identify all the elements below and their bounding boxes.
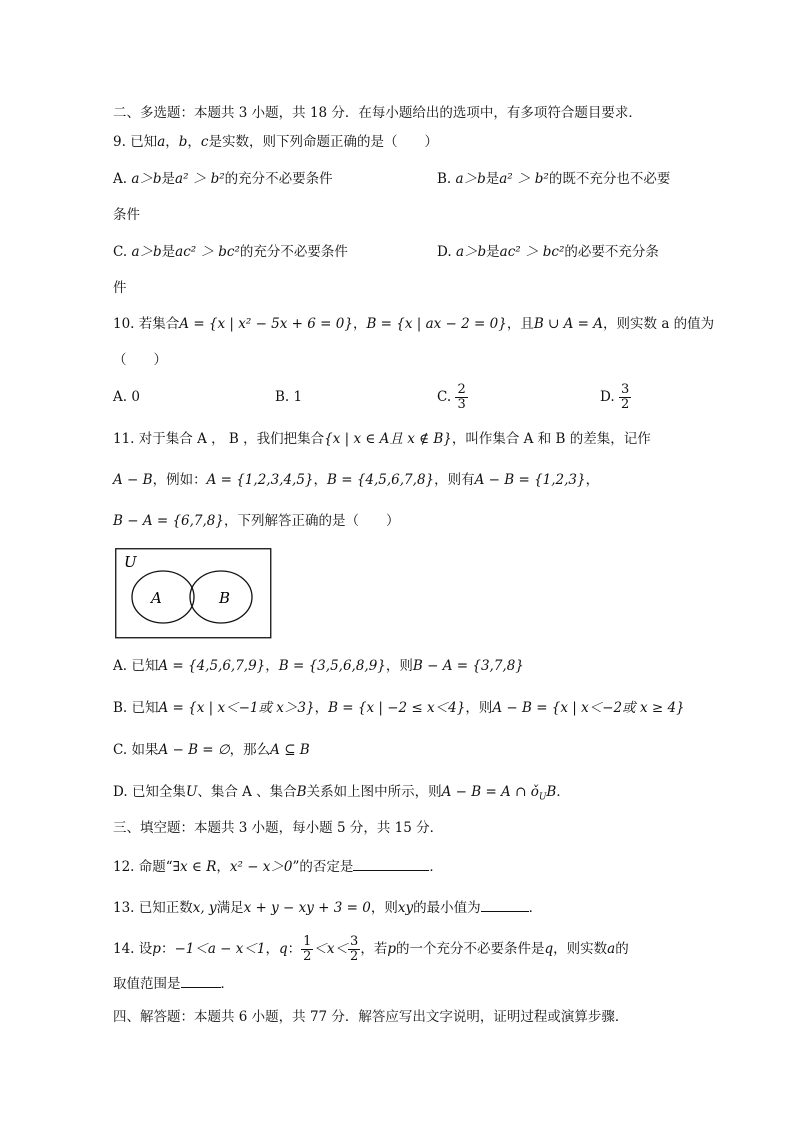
q9-var-b: b xyxy=(178,134,188,150)
q14-end: ． xyxy=(220,976,234,992)
question-12 xyxy=(113,858,443,876)
q11-line2-comma-end: ， xyxy=(585,472,600,488)
q14-number: 14. xyxy=(113,941,135,957)
q14-p: p xyxy=(152,941,161,957)
q9-option-d xyxy=(437,243,659,261)
q11-option-d-tail: 关系如上图中所示，则 xyxy=(306,784,442,800)
q14-q-mid: ＜x＜ xyxy=(313,941,349,957)
q9-option-d-wrap: 件 xyxy=(113,280,127,296)
q11-option-a xyxy=(113,657,524,675)
q11-line2-result: A − B = {1,2,3} xyxy=(474,472,586,488)
q9-option-d-expr: ac² ＞ bc² xyxy=(499,244,565,260)
q14-fraction-2-numerator: 3 xyxy=(350,934,359,949)
q12-expr-1: ∃x ∈ R xyxy=(172,859,217,875)
q11-option-d-text: 已知全集 xyxy=(131,784,186,800)
q9-option-a-expr: a² ＞ b² xyxy=(175,171,225,187)
venn-label-u: U xyxy=(124,553,137,571)
q11-line2-example: ，例如： xyxy=(152,472,207,488)
q9-var-a: a xyxy=(157,134,166,150)
q13-mid: 满足 xyxy=(216,900,244,916)
q11-option-a-set-a: A = {4,5,6,7,9} xyxy=(158,658,266,674)
q11-option-b-set-a: A = {x | x＜−1或 x＞3} xyxy=(158,700,315,716)
q10-paren: （ ） xyxy=(113,352,167,368)
q9-option-a-label: A. xyxy=(113,171,128,187)
q10-option-d-numerator: 3 xyxy=(620,382,630,397)
q11-option-b-then: ，则 xyxy=(465,700,493,716)
q11-line2-comma: ， xyxy=(313,472,328,488)
q9-option-d-label: D. xyxy=(437,244,452,260)
q14-q-2: q xyxy=(544,941,554,957)
question-14-wrap xyxy=(113,975,234,993)
q11-option-c-text: 如果 xyxy=(131,742,159,758)
q10-comma: ， xyxy=(352,316,367,332)
q12-tail: ”的否定是 xyxy=(292,859,354,875)
q9-option-b-condition: a＞b xyxy=(455,171,486,187)
venn-diagram xyxy=(115,548,273,640)
q10-option-c xyxy=(437,378,468,416)
q9-option-b-wrap: 条件 xyxy=(113,207,140,223)
q13-xy: xy xyxy=(397,900,414,916)
q9-option-d-is: 是 xyxy=(486,244,500,260)
q9-sep-1: ， xyxy=(165,134,179,150)
section-4-header: 四、解答题：本题共 6 小题，共 77 分．解答应写出文字说明，证明过程或演算步骤． xyxy=(113,1009,629,1025)
q9-option-c-condition: a＞b xyxy=(131,244,162,260)
q9-option-c-expr: ac² ＞ bc² xyxy=(175,244,240,260)
q11-option-a-set-b: B = {3,5,6,8,9} xyxy=(278,658,386,674)
q10-option-b: B. 1 xyxy=(275,389,303,405)
q10-number: 10. xyxy=(113,316,135,332)
q10-set-b: B = {x | ax − 2 = 0} xyxy=(366,316,507,332)
q9-option-a-condition: a＞b xyxy=(131,171,162,187)
q13-vars: x, y xyxy=(192,900,217,916)
q14-answer-blank[interactable] xyxy=(181,975,221,988)
q14-p-2: p xyxy=(387,941,396,957)
q14-text-4: 的 xyxy=(615,941,629,957)
q9-option-c xyxy=(113,243,348,261)
q14-q: q xyxy=(278,941,288,957)
q14-fraction-2-denominator: 2 xyxy=(350,949,359,964)
q11-option-b-text: 已知 xyxy=(131,700,159,716)
q11-option-b xyxy=(113,699,685,717)
q13-end: ． xyxy=(528,900,543,916)
q9-option-c-tail: 的充分不必要条件 xyxy=(239,244,348,260)
q11-option-d-subscript: U xyxy=(538,792,547,803)
q11-option-d-result: A − B = A ∩ ǒ xyxy=(441,784,539,800)
q11-option-d-result-b: B xyxy=(546,784,557,800)
q11-option-a-text: 已知 xyxy=(131,658,159,674)
q9-var-c: c xyxy=(200,134,209,150)
q10-union: B ∪ A = A xyxy=(533,316,604,332)
q10-option-d-denominator: 2 xyxy=(620,397,630,412)
q12-end: ． xyxy=(429,859,443,875)
q14-fraction-1 xyxy=(301,935,313,964)
q9-option-c-label: C. xyxy=(113,244,128,260)
q9-option-b-is: 是 xyxy=(485,171,500,187)
q14-fraction-1-numerator: 1 xyxy=(303,934,312,949)
q9-sep-2: ， xyxy=(187,134,201,150)
q11-line2-set-a: A = {1,2,3,4,5} xyxy=(206,472,314,488)
q11-option-c xyxy=(113,741,310,759)
q11-line1-a: 对于集合 A ， B ，我们把集合 xyxy=(138,431,325,447)
q14-a: a xyxy=(607,941,616,957)
question-14 xyxy=(113,930,629,968)
q10-option-c-fraction xyxy=(455,383,467,412)
q12-prefix: 命题“ xyxy=(138,859,173,875)
q10-option-d-fraction xyxy=(619,383,631,412)
q10-option-d-label: D. xyxy=(600,389,615,405)
q11-option-a-comma: ， xyxy=(265,658,279,674)
q13-prefix: 已知正数 xyxy=(138,900,193,916)
q13-tail: 的最小值为 xyxy=(413,900,481,916)
q11-option-b-label: B. xyxy=(113,700,128,716)
q11-option-d-mid: 、集合 A 、集合 xyxy=(197,784,297,800)
q9-option-a-tail: 的充分不必要条件 xyxy=(224,171,333,187)
venn-label-b: B xyxy=(219,589,231,607)
q11-option-d xyxy=(113,783,570,807)
q13-expr: x + y − xy + 3 = 0 xyxy=(243,900,371,916)
question-11-line-1 xyxy=(113,430,651,448)
section-2-header: 二、多选题：本题共 3 小题，共 18 分．在每小题给出的选项中，有多项符合题目要求． xyxy=(113,105,642,121)
q13-number: 13. xyxy=(113,900,135,916)
q10-option-c-denominator: 3 xyxy=(457,397,466,412)
venn-label-a: A xyxy=(151,589,162,607)
q12-mid: ， xyxy=(216,859,230,875)
q9-option-c-is: 是 xyxy=(161,244,176,260)
q14-p-expr: −1＜a − x＜1 xyxy=(174,941,266,957)
question-11-line-3 xyxy=(113,512,400,530)
q10-option-c-label: C. xyxy=(437,389,452,405)
q9-stem-tail: 是实数，则下列命题正确的是（ ） xyxy=(208,134,438,150)
q14-text-1: ，若 xyxy=(360,941,388,957)
q9-option-d-tail: 的必要不充分条 xyxy=(564,244,659,260)
q13-answer-blank[interactable] xyxy=(481,899,529,912)
q11-option-d-set-b: B xyxy=(296,784,307,800)
question-9-stem xyxy=(113,133,438,151)
question-13 xyxy=(113,899,542,917)
q11-option-a-label: A. xyxy=(113,658,128,674)
q11-option-b-set-b: B = {x | −2 ≤ x＜4} xyxy=(328,700,466,716)
q14-fraction-1-denominator: 2 xyxy=(303,949,312,964)
q14-text-3: ，则实数 xyxy=(553,941,608,957)
q12-number: 12. xyxy=(113,859,135,875)
question-11-line-2 xyxy=(113,471,599,489)
q9-option-d-condition: a＞b xyxy=(455,244,487,260)
q11-option-d-end: ． xyxy=(556,784,570,800)
q9-option-a xyxy=(113,170,333,188)
q11-option-a-then: ，则 xyxy=(385,658,413,674)
q11-option-d-label: D. xyxy=(113,784,128,800)
q14-text-2: 的一个充分不必要条件是 xyxy=(395,941,545,957)
q12-answer-blank[interactable] xyxy=(353,858,429,871)
q11-option-c-then: ，那么 xyxy=(229,742,271,758)
q11-line1-set: {x | x ∈ A且 x ∉ B} xyxy=(324,431,452,447)
q14-wrap-text: 取值范围是 xyxy=(113,976,181,992)
q10-tail: ，则实数 a 的值为 xyxy=(603,316,715,332)
question-10-stem xyxy=(113,315,714,333)
q11-line3-result: B − A = {6,7,8} xyxy=(113,513,224,529)
q11-option-d-universe: U xyxy=(185,784,198,800)
q9-option-b-tail: 的既不充分也不必要 xyxy=(548,171,671,187)
q14-colon-2: ： xyxy=(287,941,302,957)
q11-number: 11. xyxy=(113,431,135,447)
q11-option-a-result: B − A = {3,7,8} xyxy=(412,658,524,674)
q10-option-d xyxy=(600,378,631,416)
q13-then: ，则 xyxy=(370,900,398,916)
q11-option-c-label: C. xyxy=(113,742,128,758)
q14-colon: ： xyxy=(160,941,175,957)
q9-option-b xyxy=(437,170,670,188)
q12-expr-2: x² − x＞0 xyxy=(229,859,293,875)
q9-number: 9. xyxy=(113,134,126,150)
q9-stem-prefix: 已知 xyxy=(130,134,158,150)
q10-option-c-numerator: 2 xyxy=(457,382,466,397)
q14-comma: ， xyxy=(265,941,279,957)
q9-option-a-is: 是 xyxy=(161,171,176,187)
q11-line1-b: ，叫作集合 A 和 B 的差集，记作 xyxy=(451,431,651,447)
q14-fraction-2 xyxy=(348,935,360,964)
q11-option-b-result: A − B = {x | x＜−2或 x ≥ 4} xyxy=(492,700,685,716)
q10-set-a: A = {x | x² − 5x + 6 = 0} xyxy=(179,316,353,332)
q11-line2-diff: A − B xyxy=(113,472,153,488)
q14-prefix: 设 xyxy=(138,941,153,957)
q9-option-b-label: B. xyxy=(437,171,452,187)
q11-option-c-result: A ⊆ B xyxy=(270,742,310,758)
venn-circle-a xyxy=(132,571,194,623)
q9-option-b-expr: a² ＞ b² xyxy=(499,171,549,187)
q11-line2-set-b: B = {4,5,6,7,8} xyxy=(327,472,435,488)
q10-option-a: A. 0 xyxy=(113,389,140,405)
section-3-header: 三、填空题：本题共 3 小题，每小题 5 分，共 15 分． xyxy=(113,820,444,836)
q10-prefix: 若集合 xyxy=(138,316,180,332)
q11-line3-tail: ，下列解答正确的是（ ） xyxy=(224,513,400,529)
q11-option-b-comma: ， xyxy=(314,700,329,716)
q10-mid: ，且 xyxy=(506,316,534,332)
q11-option-c-premise: A − B = ∅ xyxy=(158,742,230,758)
q11-line2-then: ，则有 xyxy=(434,472,475,488)
